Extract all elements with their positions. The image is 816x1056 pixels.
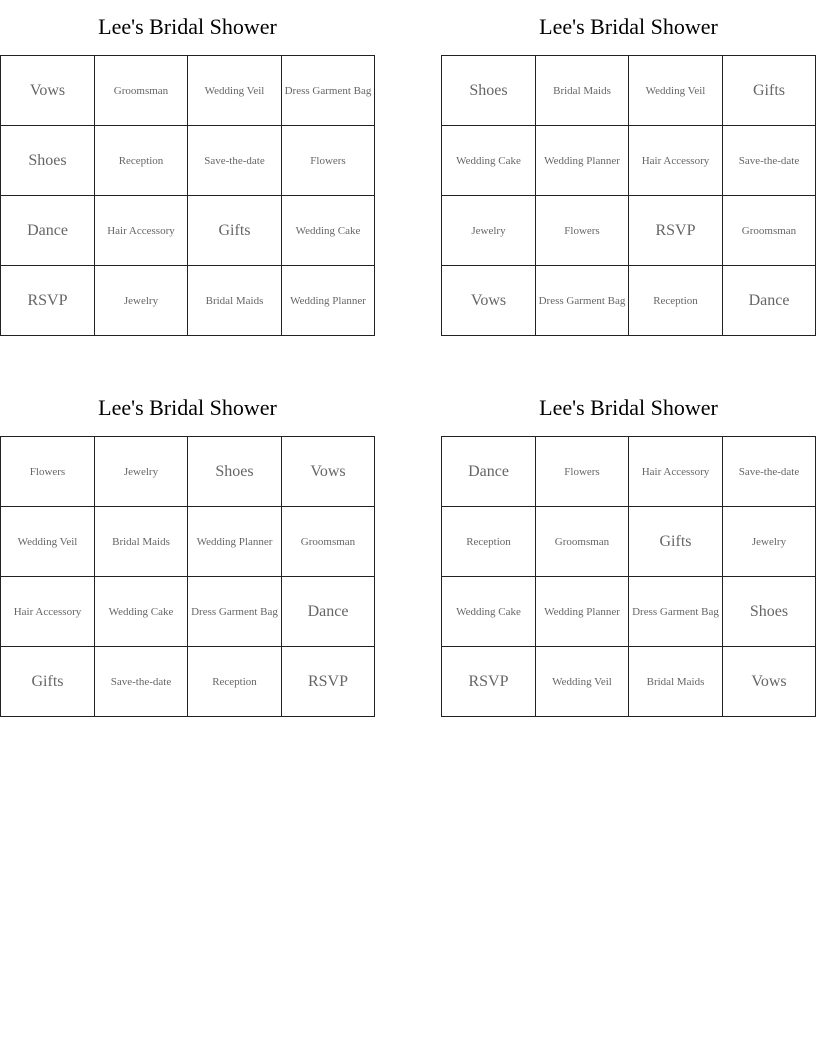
bingo-cell: Save-the-date: [723, 126, 816, 196]
bingo-cell: Vows: [442, 266, 536, 336]
bingo-cell: Jewelry: [95, 437, 188, 507]
bingo-cell: Reception: [442, 507, 536, 577]
bingo-cell: Dress Garment Bag: [188, 577, 282, 647]
card-title: Lee's Bridal Shower: [98, 395, 277, 420]
bingo-cell: RSVP: [1, 266, 95, 336]
bingo-cell: Wedding Planner: [282, 266, 375, 336]
bingo-cell: Save-the-date: [723, 437, 816, 507]
bingo-card-3: [0, 381, 375, 717]
bingo-cell: Wedding Cake: [442, 577, 536, 647]
bingo-cell: Vows: [1, 56, 95, 126]
bingo-cell: Dress Garment Bag: [282, 56, 375, 126]
bingo-cell: Groomsman: [723, 196, 816, 266]
bingo-cell: Hair Accessory: [629, 126, 723, 196]
bingo-cell: RSVP: [629, 196, 723, 266]
bingo-cell: Dance: [1, 196, 95, 266]
bingo-cell: Wedding Cake: [442, 126, 536, 196]
bingo-cell: Jewelry: [723, 507, 816, 577]
bingo-cell: Wedding Veil: [188, 56, 282, 126]
bingo-cell: Hair Accessory: [629, 437, 723, 507]
bingo-cell: Flowers: [1, 437, 95, 507]
bingo-cell: Hair Accessory: [95, 196, 188, 266]
bingo-cell: Wedding Veil: [629, 56, 723, 126]
bingo-cell: RSVP: [442, 647, 536, 717]
bingo-cell: Reception: [188, 647, 282, 717]
bingo-cell: Bridal Maids: [536, 56, 629, 126]
bingo-cell: Save-the-date: [188, 126, 282, 196]
bingo-cell: Flowers: [536, 196, 629, 266]
bingo-cell: Groomsman: [282, 507, 375, 577]
bingo-cell: Shoes: [188, 437, 282, 507]
bingo-cell: Dress Garment Bag: [629, 577, 723, 647]
card-title: Lee's Bridal Shower: [539, 395, 718, 420]
bingo-grid: [0, 436, 375, 717]
bingo-cell: Bridal Maids: [188, 266, 282, 336]
bingo-cell: Wedding Planner: [536, 126, 629, 196]
bingo-card-2: [441, 0, 816, 336]
bingo-card-1: [0, 0, 375, 336]
bingo-cell: Groomsman: [536, 507, 629, 577]
card-title: Lee's Bridal Shower: [98, 14, 277, 39]
bingo-cell: Reception: [95, 126, 188, 196]
bingo-cell: Wedding Cake: [95, 577, 188, 647]
bingo-cell: Jewelry: [95, 266, 188, 336]
bingo-cell: Shoes: [1, 126, 95, 196]
bingo-grid: [441, 436, 816, 717]
bingo-cell: Wedding Planner: [536, 577, 629, 647]
bingo-cell: Gifts: [1, 647, 95, 717]
bingo-cell: RSVP: [282, 647, 375, 717]
bingo-cell: Gifts: [188, 196, 282, 266]
bingo-cell: Gifts: [629, 507, 723, 577]
bingo-grid: [441, 55, 816, 336]
bingo-cell: Groomsman: [95, 56, 188, 126]
bingo-cell: Bridal Maids: [629, 647, 723, 717]
bingo-cell: Save-the-date: [95, 647, 188, 717]
bingo-cell: Hair Accessory: [1, 577, 95, 647]
bingo-cell: Wedding Veil: [536, 647, 629, 717]
bingo-grid: [0, 55, 375, 336]
bingo-cell: Dance: [282, 577, 375, 647]
card-title: Lee's Bridal Shower: [539, 14, 718, 39]
bingo-cell: Flowers: [282, 126, 375, 196]
bingo-cell: Wedding Cake: [282, 196, 375, 266]
bingo-cell: Shoes: [723, 577, 816, 647]
bingo-cell: Reception: [629, 266, 723, 336]
bingo-cell: Wedding Planner: [188, 507, 282, 577]
bingo-cell: Flowers: [536, 437, 629, 507]
bingo-cell: Jewelry: [442, 196, 536, 266]
bingo-cell: Gifts: [723, 56, 816, 126]
bingo-cell: Vows: [282, 437, 375, 507]
bingo-cell: Dance: [723, 266, 816, 336]
bingo-card-4: [441, 381, 816, 717]
bingo-cell: Vows: [723, 647, 816, 717]
bingo-cell: Wedding Veil: [1, 507, 95, 577]
bingo-cell: Shoes: [442, 56, 536, 126]
bingo-cell: Dress Garment Bag: [536, 266, 629, 336]
bingo-cell: Dance: [442, 437, 536, 507]
bingo-cell: Bridal Maids: [95, 507, 188, 577]
